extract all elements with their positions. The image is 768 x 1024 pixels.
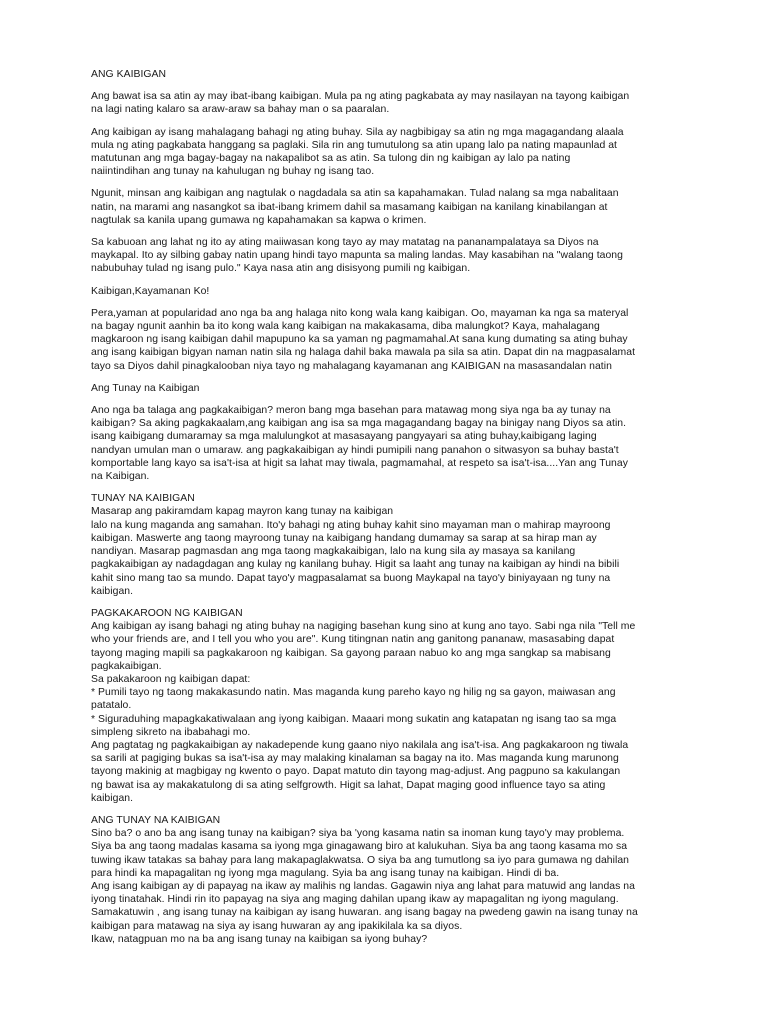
section-heading: Ang Tunay na Kaibigan — [91, 382, 200, 394]
section-heading: TUNAY NA KAIBIGAN — [91, 493, 195, 505]
paragraph: Masarap ang pakiramdam kapag mayron kang tunay na kaibigan lalo na kung maganda ang samahan. Ito'y bahagi ng ating buhay kahit sino mayaman man o mahirap mayroong kaibigan. Maswerte ang taong mayroong tunay na kaibigang handang dumamay sa sarap at sa hirap man ay nandiyan. Masarap pagmasdan ang mga taong magkakaibigan, lalo na kung sila ay masaya sa kanilang pagkakaibigan ay nadagdagan ang kulay ng kanilang buhay. Higit sa laaht ang tunay na kaibigan ay hindi na bibili kahit sino mang tao sa mundo. Dapat tayo'y magpasalamat sa buong Maykapal na tayo'y biniyayaan ng tuny na kaibigan. — [91, 506, 620, 597]
section-heading: ANG TUNAY NA KAIBIGAN — [91, 814, 221, 826]
paragraph: Pera,yaman at popularidad ano nga ba ang halaga nito kong wala kang kaibigan. Oo, mayaman ka nga sa materyal na bagay ngunit aanhin ba ito kong wala kang kaibigan na makakasama, diba malungkot? Kaya, mahalagang magkaroon ng isang kaibigan dahil mapupuno ka sa yaman ng pagmamahal.At sana kung dumating sa ating buhay ang isang kaibigan bigyan naman natin sila ng halaga dahil baka mawala pa sila sa atin. Dapat din na magpasalamat tayo sa Diyos dahil pinagkalooban niya tayo ng mahalagang kayamanan ang KAIBIGAN na masasandalan natin — [91, 307, 636, 372]
section-tunay-na-kaibigan — [91, 492, 684, 598]
document-title: ANG KAIBIGAN — [91, 69, 167, 80]
paragraph: Ang kaibigan ay isang mahalagang bahagi ng ating buhay. Sila ay nagbibigay sa atin ng mga magagandang alaala mula ng ating pagkabata hanggang sa paglaki. Sila rin ang tumutulong sa atin upang lalo pa nating mapaunlad at matutunan ang mga bagay-bagay na nakapalibot sa as atin. Sa tulong din ng kaibigan ay lalo pa nating naiintindihan ang tunay na kahulugan ng buhay ng isang tao. — [91, 126, 624, 178]
paragraph: Sino ba? o ano ba ang isang tunay na kaibigan? siya ba 'yong kasama natin sa inoman kung tayo'y may problema. Siya ba ang taong madalas kasama sa iyong mga ginagawang biro at kalukuhan. Siya ba ang taong kasama mo sa tuwing ikaw tatakas sa bahay para lang makapaglakwatsa. O siya ba ang tumutlong sa iyo para gumawa ng dahilan para hindi ka mapagalitan ng iyong mga magulang. Syia ba ang isang tunay na kaibigan. Hindi di ba. Ang isang kaibigan ay di papayag na ikaw ay malihis ng landas. Gagawin niya ang lahat para matuwid ang landas na iyong tinatahak. Hindi rin ito papayag na siya ang maging dahilan upang ikaw ay mapagalitan ng iyong magulang. Samakatuwin , ang isang tunay na kaibigan ay isang huwaran. ang isang bagay na pwedeng gawin na isang tunay na kaibigan para matawag na siya ay isang huwaran ay ang ipakikilala ka sa diyos. Ikaw, natagpuan mo na ba ang isang tunay na kaibigan sa iyong buhay? — [91, 828, 638, 945]
paragraph: Sa kabuoan ang lahat ng ito ay ating maiiwasan kong tayo ay may matatag na pananampalataya sa Diyos na maykapal. Ito ay silbing gabay natin upang hindi tayo mapunta sa maling landas. May kasabihan na "walang taong nabubuhay tulad ng isang pulo." Kaya nasa atin ang disisyong pumili ng kaibigan. — [91, 237, 623, 275]
section-heading: PAGKAKAROON NG KAIBIGAN — [91, 607, 243, 619]
paragraph: Ang kaibigan ay isang bahagi ng ating buhay na nagiging basehan kung sino at kung ano tayo. Sabi nga nila "Tell me who your friends are, and I tell you who you are". Kung titingnan natin ang ganitong pananaw, masasabing dapat tayong maging mapili sa pagkakaroon ng kaibigan. Sa gayong paraan nabuo ko ang mga sangkap sa mabisang pagkakaibigan. Sa pakakaroon ng kaibigan dapat: * Pumili tayo ng taong makakasundo natin. Mas maganda kung pareho kayo ng hilig ng sa gayon, maiwasan ang patatalo. * Siguraduhing mapagkakatiwalaan ang iyong kaibigan. Maaari mong sukatin ang katapatan ng isang tao sa mga simpleng sikreto na ibabahagi mo. Ang pagtatag ng pagkakaibigan ay nakadepende kung gaano niyo nakilala ang isa't-isa. Ang pagkakaroon ng tiwala sa sarili at pagiging bukas sa isa't-isa ay may malaking kinalaman sa bagay na ito. Mas maganda kung marunong tayong makinig at magbigay ng kwento o payo. Dapat matuto din tayong mag-adjust. Ang pagpuno sa kakulangan ng bawat isa ay makakatulong di sa ating selfgrowth. Higit sa lahat, Dapat maging good influence tayo sa ating kaibigan. — [91, 621, 636, 804]
paragraph: Ano nga ba talaga ang pagkakaibigan? meron bang mga basehan para matawag mong siya nga ba ay tunay na kaibigan? Sa aking pagkakaalam,ang kaibigan ang isa sa mga magagandang bagay na binigay nang Diyos sa atin. isang kaibigang dumaramay sa mga malulungkot at masasayang pangyayari sa ating buhay,kaibigang laging nandyan umulan man o umaraw. ang pagkakaibigan ay hindi pumipili nang panahon o sitwasyon sa buhay basta't komportable lang kayo sa isa't-isa at higit sa lahat may tiwala, pagmamahal, at respeto sa isa't-isa....Yan ang Tunay na Kaibigan. — [91, 405, 628, 483]
paragraph: Ang bawat isa sa atin ay may ibat-ibang kaibigan. Mula pa ng ating pagkabata ay may nasilayan na tayong kaibigan na lagi nating kalaro sa araw-araw sa bahay man o sa paaralan. — [91, 91, 630, 116]
section-ang-tunay-na-kaibigan — [91, 814, 684, 946]
section-pagkakaroon-ng-kaibigan — [91, 607, 684, 805]
section-heading: Kaibigan,Kayamanan Ko! — [91, 285, 210, 297]
paragraph: Ngunit, minsan ang kaibigan ang nagtulak o nagdadala sa atin sa kapahamakan. Tulad nalang sa mga nabalitaan natin, na marami ang nasangkot sa ibat-ibang krimem dahil sa masamang kaibigan na kanilang kinabilangan at nagtulak sa kanila upang gumawa ng kapahamakan sa kapwa o krimen. — [91, 188, 619, 226]
